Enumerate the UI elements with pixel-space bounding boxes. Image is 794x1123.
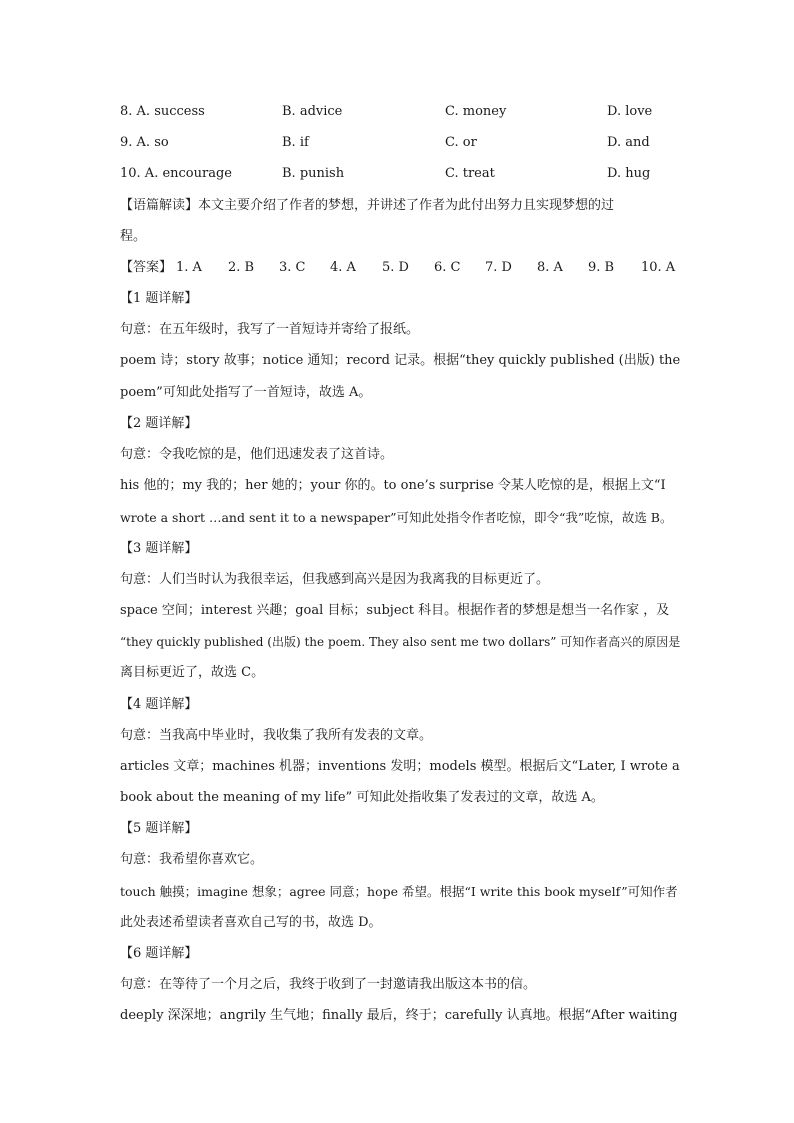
detail-3-line-1: 句意：人们当时认为我很幸运，但我感到高兴是因为我离我的目标更近了。	[120, 572, 550, 587]
detail-5-heading: 【5 题详解】	[120, 821, 198, 836]
answer-10: 10. A	[641, 260, 676, 275]
detail-4-line-2: articles 文章；machines 机器；inventions 发明；models 模型。根据后文“Later, I wrote a	[120, 759, 680, 774]
option-10d: D. hug	[607, 166, 651, 181]
answer-6: 6. C	[434, 260, 461, 275]
answer-9: 9. B	[588, 260, 615, 275]
detail-3-line-2: space 空间；interest 兴趣；goal 目标；subject 科目。根据作者的梦想是想当一名作家 ，及	[120, 603, 670, 618]
detail-3-line-4: 离目标更近了，故选 C。	[120, 665, 265, 680]
option-8c: C. money	[445, 104, 507, 119]
detail-5-line-1: 句意：我希望你喜欢它。	[120, 852, 264, 867]
answer-8: 8. A	[537, 260, 563, 275]
detail-2-heading: 【2 题详解】	[120, 416, 198, 431]
answer-1: 1. A	[176, 260, 202, 275]
answers-label: 【答案】	[120, 260, 173, 275]
option-9d: D. and	[607, 135, 650, 150]
detail-6-line-2: deeply 深深地；angrily 生气地；finally 最后，终于；carefully 认真地。根据“After waiting	[120, 1008, 678, 1023]
option-10b: B. punish	[282, 166, 345, 181]
answer-3: 3. C	[279, 260, 306, 275]
detail-3-line-3: “they quickly published (出版) the poem. They also sent me two dollars” 可知作者高兴的原因是	[120, 635, 681, 649]
answer-7: 7. D	[485, 260, 512, 275]
detail-6-line-1: 句意：在等待了一个月之后，我终于收到了一封邀请我出版这本书的信。	[120, 977, 537, 992]
detail-4-heading: 【4 题详解】	[120, 697, 198, 712]
answer-2: 2. B	[228, 260, 255, 275]
option-8a: 8. A. success	[120, 104, 205, 119]
detail-1-heading: 【1 题详解】	[120, 291, 198, 306]
summary-line-2: 程。	[120, 229, 147, 244]
option-9a: 9. A. so	[120, 135, 169, 150]
detail-4-line-1: 句意：当我高中毕业时，我收集了我所有发表的文章。	[120, 728, 433, 743]
detail-5-line-2: touch 触摸；imagine 想象；agree 同意；hope 希望。根据“I write this book myself”可知作者	[120, 884, 678, 899]
detail-2-line-2: his 他的；my 我的；her 她的；your 你的。to one’s surprise 令某人吃惊的是，根据上文“I	[120, 478, 666, 493]
detail-3-heading: 【3 题详解】	[120, 541, 198, 556]
detail-1-line-2: poem 诗；story 故事；notice 通知；record 记录。根据“they quickly published (出版) the	[120, 353, 681, 368]
answer-5: 5. D	[382, 260, 409, 275]
detail-2-line-1: 句意：令我吃惊的是，他们迅速发表了这首诗。	[120, 447, 394, 462]
detail-2-line-3: wrote a short …and sent it to a newspaper”可知此处指令作者吃惊，即令“我”吃惊，故选 B。	[120, 510, 673, 525]
option-9c: C. or	[445, 135, 477, 150]
detail-5-line-3: 此处表述希望读者喜欢自己写的书，故选 D。	[120, 915, 382, 930]
summary-line-1: 【语篇解读】本文主要介绍了作者的梦想，并讲述了作者为此付出努力且实现梦想的过	[120, 198, 615, 213]
option-8d: D. love	[607, 104, 653, 119]
detail-6-heading: 【6 题详解】	[120, 946, 198, 961]
detail-1-line-1: 句意：在五年级时，我写了一首短诗并寄给了报纸。	[120, 322, 420, 337]
option-8b: B. advice	[282, 104, 343, 119]
detail-4-line-3: book about the meaning of my life” 可知此处指收集了发表过的文章，故选 A。	[120, 790, 604, 805]
option-9b: B. if	[282, 135, 309, 150]
option-10c: C. treat	[445, 166, 495, 181]
answer-4: 4. A	[330, 260, 356, 275]
option-10a: 10. A. encourage	[120, 166, 232, 181]
detail-1-line-3: poem”可知此处指写了一首短诗，故选 A。	[120, 385, 372, 400]
